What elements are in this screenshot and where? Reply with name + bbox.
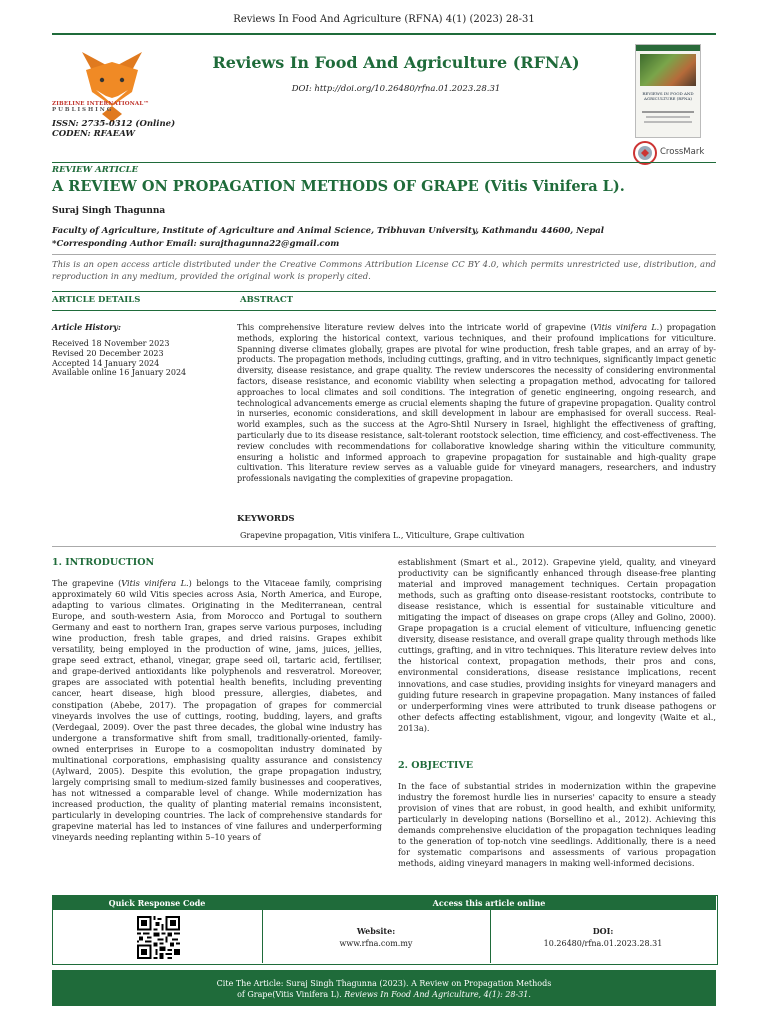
corresponding-email[interactable]: *Corresponding Author Email: surajthagunna22@gmail.com [52,239,340,249]
article-title: A REVIEW ON PROPAGATION METHODS OF GRAPE (Vitis Vinifera L). [52,178,625,195]
header-divider [52,162,716,163]
objective-heading: 2. OBJECTIVE [398,760,473,771]
section-divider-bottom [52,310,716,311]
abstract-heading: ABSTRACT [240,295,293,305]
access-online-label: Access this article online [432,898,546,908]
doi-label: DOI: [592,926,614,936]
coden: CODEN: RFAEAW [52,129,135,139]
running-header: Reviews In Food And Agriculture (RFNA) 4(1) (2023) 28-31 [233,14,535,25]
crossmark-label: CrossMark [660,147,705,157]
doi-value[interactable]: 10.26480/rfna.01.2023.28.31 [543,939,663,948]
qr-code-icon[interactable] [137,916,180,959]
section-divider-top [52,291,716,292]
article-history [52,339,186,378]
history-item: Received 18 November 2023 [52,339,170,348]
author-name: Suraj Singh Thagunna [52,206,166,216]
introduction-text-left: The grapevine (Vitis vinifera L.) belongs to the Vitaceae family, comprising approximately 60 wild Vitis species across Asia, North America, and Europe, adapting to various climates. Originating in the Mediterranean, central Europe, and south-western Asia, from Morocco and Portugal to southern Germany and east to northern Iran, grapes serve various purposes, including wine production, fresh table grapes, and dried raisins. Grapes exhibit versatility, being employed in the production of wine, jams, juices, jellies, grape seed extract, ethanol, vinegar, grape seed oil, tartaric acid, fertiliser, and grape-derived antioxidants like polyphenols and resveratrol. Moreover, grapes are associated with potential health benefits, including preventing cancer, heart disease, high blood pressure, allergies, diabetes, and constipation (Abebe, 2017). The propagation of grapes for commercial vineyards involves the use of cuttings, rooting, budding, layers, and grafts (Verdegaal, 2009). Over the past three decades, the global wine industry has undergone a transformative shift from small, traditionally-oriented, family-owned enterprises in Europe to a cosmopolitan industry dominated by multinational corporations, emphasising quality assurance and consistency (Aylward, 2005). Despite this evolution, the grape propagation industry, largely comprising small to medium-sized family businesses and cooperatives, has not witnessed a comparable level of change. While modernization has increased production, the quality of planting material remains inconsistent, particularly in developing countries. The lack of comprehensive standards for grapevine material has led to instances of vine failures and underperforming vineyards needing replanting within 5–10 years of [52,578,382,843]
citation-footer [52,970,716,1006]
top-divider [52,33,716,35]
history-item: Accepted 14 January 2024 [52,358,160,368]
introduction-text-right: establishment (Smart et al., 2012). Grapevine yield, quality, and vineyard productivity can be significantly enhanced through disease-free planting material and improved management techniques. Certain propagation methods, such as grafting onto disease-resistant rootstocks, contribute to disease resistance, which is essential for sustainable viticulture and mitigating the impact of diseases on grape crops (Alley and Golino, 2000). Grape propagation is a crucial element of viticulture, influencing genetic diversity, disease resistance, and overall grape quality through methods like cuttings, grafting, and in vitro techniques. This literature review delves into the historical context, propagation methods, their pros and cons, environmental considerations, disease resistance implications, recent innovations, and case studies, providing insights for vineyard managers and guiding future research in grapevine propagation. Many instances of failed or underperforming vines were attributed to trunk disease pathogens or other defects affecting establishment, vigour, and longevity (Waite et al., 2013a). [398,557,716,733]
history-heading: Article History: [52,322,121,332]
journal-doi[interactable]: DOI: http://doi.org/10.26480/rfna.01.2023.28.31 [291,84,501,94]
journal-cover-thumbnail [635,44,701,138]
quick-response-label: Quick Response Code [108,898,206,908]
publisher-brand: ZIBELINE INTERNATIONAL™ PUBLISHING [52,101,150,113]
issn: ISSN: 2735-0312 (Online) [52,119,176,129]
objective-text: In the face of substantial strides in modernization within the grapevine industry the foremost hurdle lies in nurseries' capacity to ensure a steady provision of vines that are robust, in good health, and exhibit uniformity, particularly in developing nations (Borsellino et al., 2012). Achieving this demands comprehensive elucidation of the propagation techniques leading to the generation of top-notch vine seedlings. Additionally, there is a need for systematic comparisons and assessments of various propagation methods, aiding vineyard managers in making well-informed decisions. [398,781,716,869]
journal-title: Reviews In Food And Agriculture (RFNA) [212,53,580,72]
introduction-heading: 1. INTRODUCTION [52,557,155,568]
citation-line-2: of Grape(Vitis Vinifera L). Reviews In Food And Agriculture, 4(1): 28-31. [237,990,531,999]
keywords: Grapevine propagation, Vitis vinifera L., Viticulture, Grape cultivation [240,531,525,540]
license-divider [52,254,716,255]
website-label: Website: [356,926,396,936]
website-link[interactable]: www.rfna.com.my [339,939,413,948]
article-type: REVIEW ARTICLE [52,165,139,175]
license-note: This is an open access article distributed under the Creative Commons Attribution License CC BY 4.0, which permits unrestricted use, distribution, and reproduction in any medium, provided the original work is properly cited. [52,260,716,282]
abstract-text: This comprehensive literature review delves into the intricate world of grapevine (Vitis vinifera L.) propagation methods, exploring the historical context, various techniques, and their profound implications for viticulture. Spanning diverse climates globally, grapes are pivotal for wine production, fresh table grapes, and an array of by-products. The propagation methods, including cuttings, grafting, and in vitro techniques, significantly impact genetic diversity, disease resistance, and grape quality. The review underscores the necessity of considering environmental factors, disease resistance, and economic viability when selecting a propagation method, advocating for tailored approaches to local climates and soil conditions. The integration of genetic engineering, ongoing research, and technological advancements emerge as crucial elements shaping the future of grapevine propagation. Quality control in nurseries, economic considerations, and skill development in labour are emphasised for overall success. Real-world examples, such as the success at the Agro-Shtil Nursery in Israel, highlight the effectiveness of grafting, particularly due to its disease resistance, salt-tolerant rootstock selection, time efficiency, and cost-effectiveness. The review concludes with recommendations for collaborative knowledge sharing within the viticulture community, ensuring a holistic and informed approach to grapevine propagation for sustainable and high-quality grape cultivation. This literature review serves as a valuable guide for vineyard managers, researchers, and industry professionals navigating the complexities of grapevine propagation. [237,323,716,484]
access-box-header [52,895,716,910]
keywords-heading: KEYWORDS [237,514,295,524]
history-item: Revised 20 December 2023 [52,348,164,358]
article-details-heading: ARTICLE DETAILS [52,295,141,305]
cover-title: REVIEWS IN FOOD AND AGRICULTURE (RFNA) [642,91,694,101]
front-matter-divider [52,546,716,547]
citation-line-1: Cite The Article: Suraj Singh Thagunna (2023). A Review on Propagation Methods [216,979,552,988]
author-affiliation: Faculty of Agriculture, Institute of Agriculture and Animal Science, Tribhuvan University, Kathmandu 44600, Nepal [52,226,605,236]
history-item: Available online 16 January 2024 [52,368,187,378]
